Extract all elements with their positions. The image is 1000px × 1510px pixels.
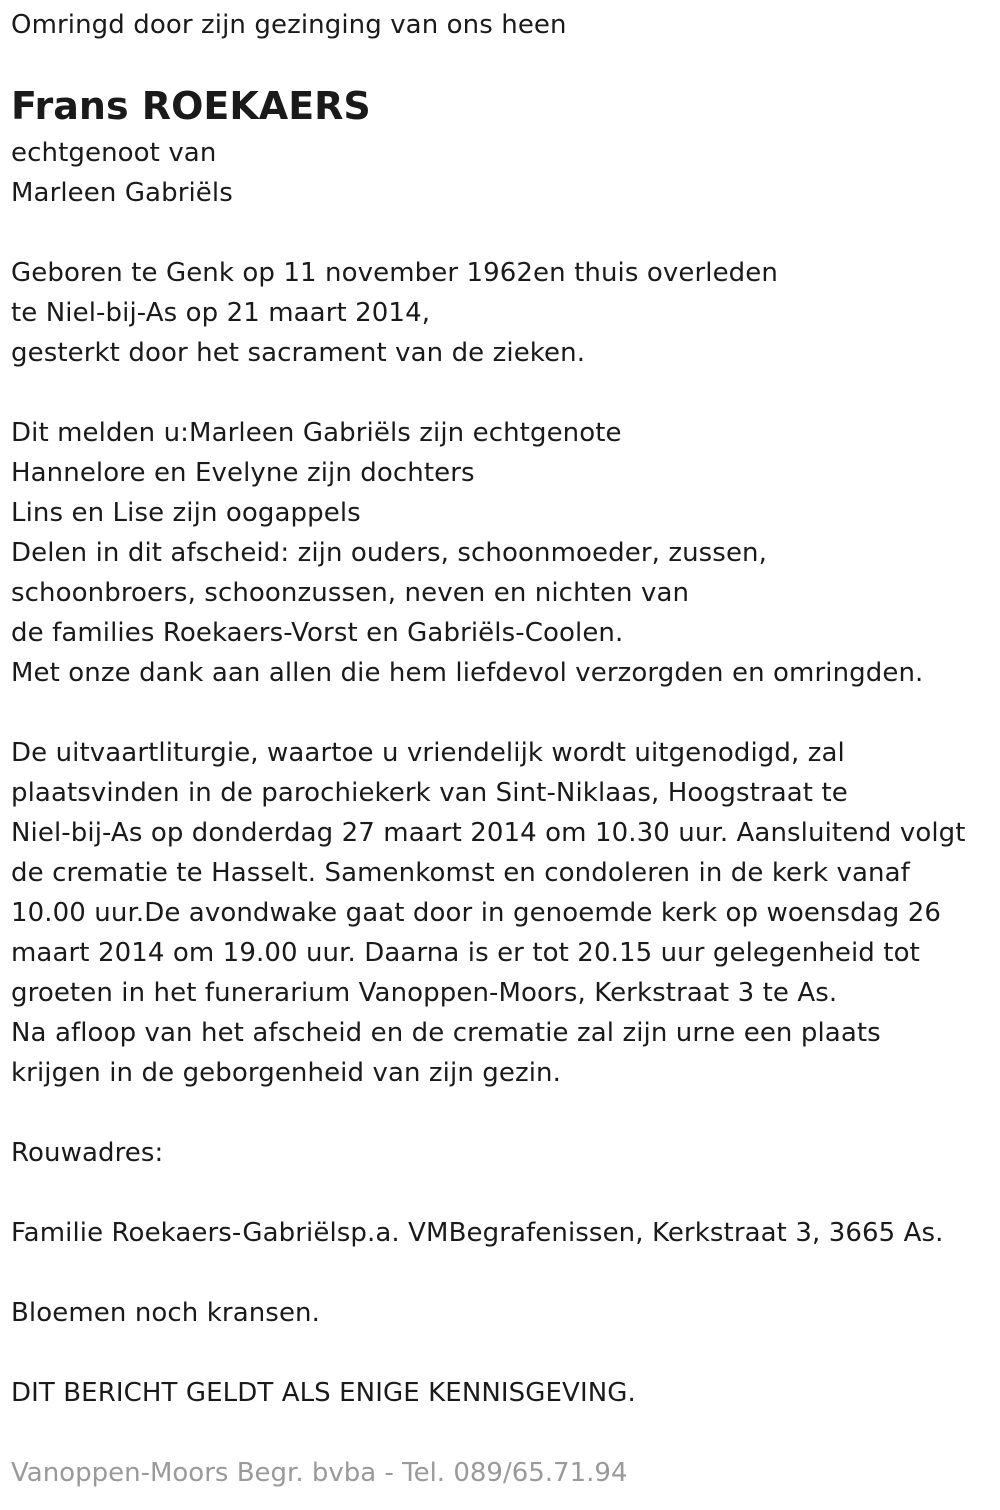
mourning-address: Familie Roekaers-Gabriëlsp.a. VMBegrafenissen, Kerkstraat 3, 3665 As. xyxy=(11,1218,944,1248)
liturgy-line: krijgen in de geborgenheid van zijn gezin. xyxy=(11,1058,561,1088)
spouse-block xyxy=(11,133,233,213)
family-block xyxy=(11,413,923,693)
family-line: Lins en Lise zijn oogappels xyxy=(11,498,361,528)
liturgy-line: groeten in het funerarium Vanoppen-Moors, Kerkstraat 3 te As. xyxy=(11,978,838,1008)
family-line: Delen in dit afscheid: zijn ouders, schoonmoeder, zussen, xyxy=(11,538,767,568)
liturgy-block xyxy=(11,733,966,1093)
liturgy-line: de crematie te Hasselt. Samenkomst en condoleren in de kerk vanaf xyxy=(11,858,910,888)
liturgy-line: plaatsvinden in de parochiekerk van Sint-Niklaas, Hoogstraat te xyxy=(11,778,848,808)
liturgy-line: maart 2014 om 19.00 uur. Daarna is er tot 20.15 uur gelegenheid tot xyxy=(11,938,920,968)
birth-line: Geboren te Genk op 11 november 1962en thuis overleden xyxy=(11,258,778,288)
deceased-name: Frans ROEKAERS xyxy=(11,84,371,128)
liturgy-line: Niel-bij-As op donderdag 27 maart 2014 om 10.30 uur. Aansluitend volgt xyxy=(11,818,966,848)
intro-text: Omringd door zijn gezinging van ons heen xyxy=(11,10,567,40)
family-line: Hannelore en Evelyne zijn dochters xyxy=(11,458,475,488)
birth-line: te Niel-bij-As op 21 maart 2014, xyxy=(11,298,431,328)
liturgy-line: Na afloop van het afscheid en de crematie zal zijn urne een plaats xyxy=(11,1018,881,1048)
spouse-line-1: echtgenoot van xyxy=(11,138,217,168)
official-notice: DIT BERICHT GELDT ALS ENIGE KENNISGEVING. xyxy=(11,1378,636,1408)
birth-line: gesterkt door het sacrament van de zieken. xyxy=(11,338,586,368)
family-line: Met onze dank aan allen die hem liefdevol verzorgden en omringden. xyxy=(11,658,924,688)
family-line: Dit melden u:Marleen Gabriëls zijn echtgenote xyxy=(11,418,622,448)
birth-block xyxy=(11,253,778,373)
liturgy-line: 10.00 uur.De avondwake gaat door in genoemde kerk op woensdag 26 xyxy=(11,898,942,928)
liturgy-line: De uitvaartliturgie, waartoe u vriendelijk wordt uitgenodigd, zal xyxy=(11,738,845,768)
spouse-line-2: Marleen Gabriëls xyxy=(11,178,233,208)
family-line: schoonbroers, schoonzussen, neven en nichten van xyxy=(11,578,690,608)
funeral-home-footer: Vanoppen-Moors Begr. bvba - Tel. 089/65.71.94 xyxy=(11,1458,628,1488)
flowers-notice: Bloemen noch kransen. xyxy=(11,1298,320,1328)
address-label: Rouwadres: xyxy=(11,1138,164,1168)
family-line: de families Roekaers-Vorst en Gabriëls-Coolen. xyxy=(11,618,624,648)
